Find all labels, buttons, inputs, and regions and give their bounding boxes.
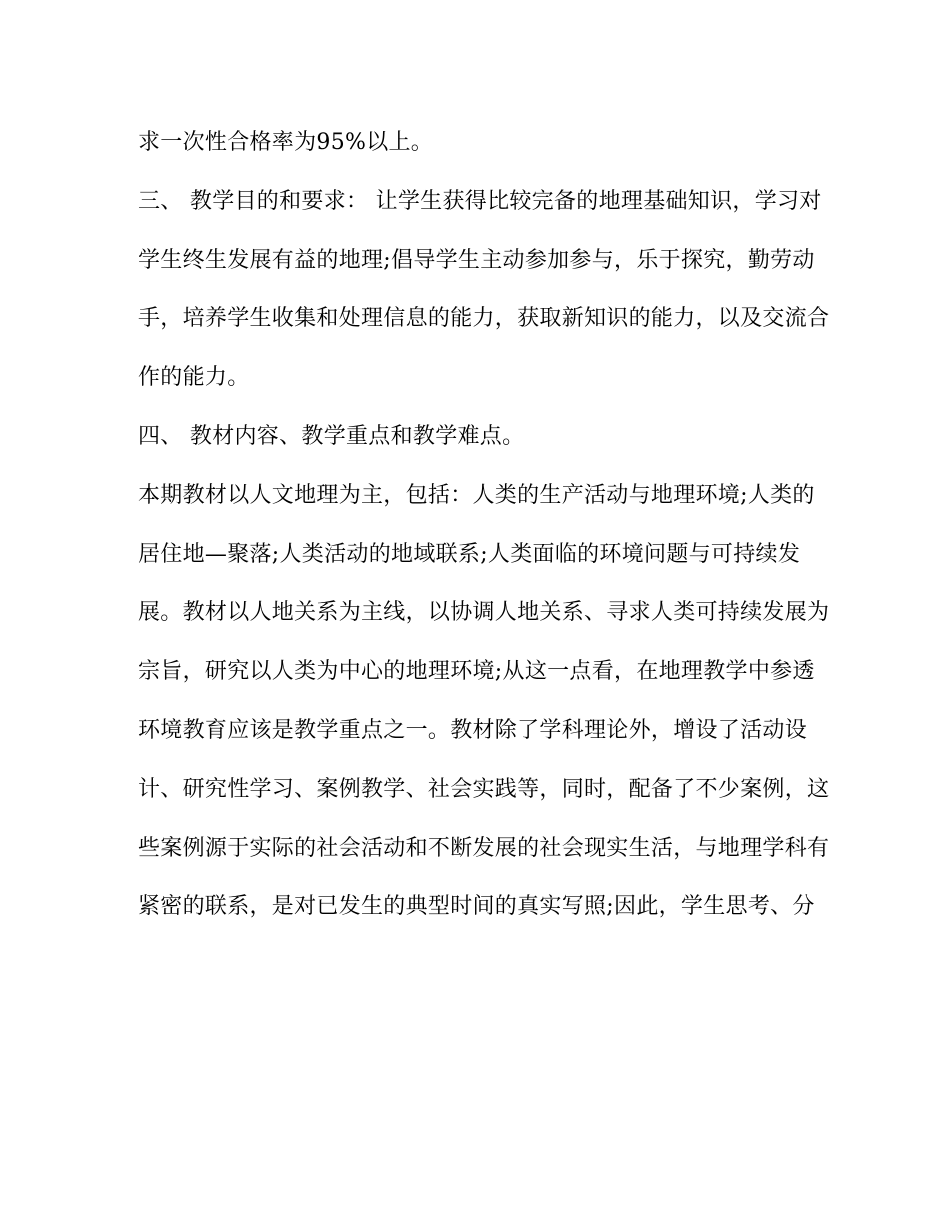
text-line-6: 四、 教材内容、教学重点和教学难点。 — [138, 424, 525, 449]
text-line-2: 三、 教学目的和要求： 让学生获得比较完备的地理基础知识，学习对 — [138, 189, 822, 214]
text-line-3: 学生终生发展有益的地理;倡导学生主动参加参与，乐于探究，勤劳动 — [138, 248, 815, 273]
text-line-11: 环境教育应该是教学重点之一。教材除了学科理论外，增设了活动设 — [138, 718, 808, 743]
text-line-14: 紧密的联系，是对已发生的典型时间的真实写照;因此，学生思考、分 — [138, 894, 815, 919]
text-line-10: 宗旨，研究以人类为中心的地理环境;从这一点看，在地理教学中参透 — [138, 659, 815, 684]
text-line-4: 手，培养学生收集和处理信息的能力，获取新知识的能力，以及交流合 — [138, 306, 830, 331]
text-line-5: 作的能力。 — [138, 365, 250, 390]
text-line-8: 居住地—聚落;人类活动的地域联系;人类面临的环境问题与可持续发 — [138, 542, 801, 567]
text-line-13: 些案例源于实际的社会活动和不断发展的社会现实生活，与地理学科有 — [138, 836, 830, 861]
text-line-9: 展。教材以人地关系为主线，以协调人地关系、寻求人类可持续发展为 — [138, 600, 830, 625]
text-line-1: 求一次性合格率为95%以上。 — [138, 130, 434, 155]
text-line-12: 计、研究性学习、案例教学、社会实践等，同时，配备了不少案例，这 — [138, 777, 830, 802]
text-line-7: 本期教材以人文地理为主，包括：人类的生产活动与地理环境;人类的 — [138, 483, 815, 508]
